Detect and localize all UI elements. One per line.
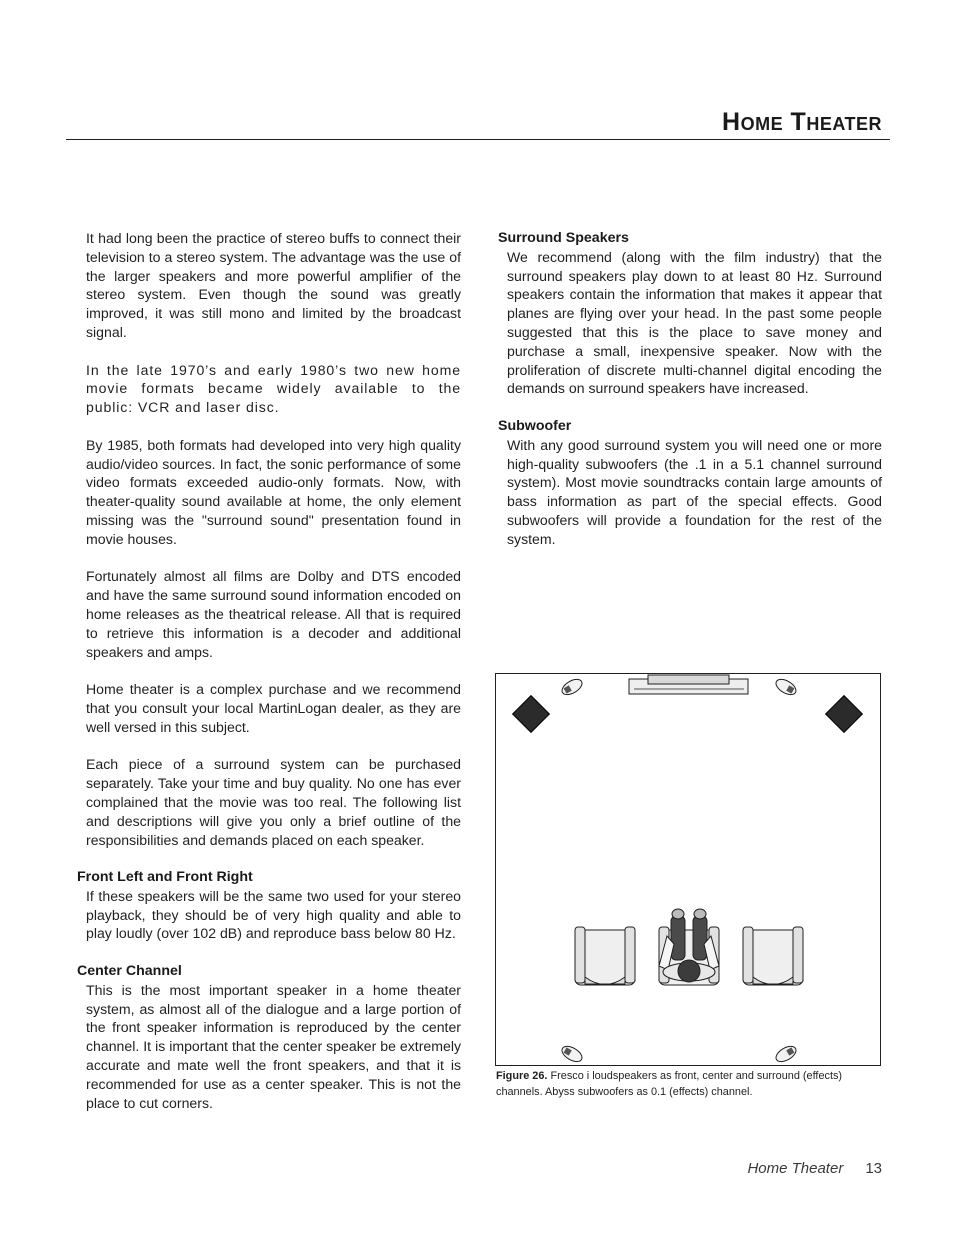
center-chair-with-person-icon (659, 909, 719, 985)
figure-caption (496, 1069, 882, 1100)
surround-left-speaker-icon (559, 1043, 584, 1064)
body-subwoofer: With any good surround system you will need one or more high-quality subwoofers (the .1 in a 5.1 channel surround system). Most movie soundtracks contain large amounts of bass information as part of the special effects. Good subwoofers will provide a foundation for the rest of the system. (507, 436, 882, 547)
right-subwoofer-icon (826, 696, 863, 733)
intro-paragraph-5: Home theater is a complex purchase and we recommend that you consult your local MartinLogan dealer, as they are well versed in this subject. (86, 681, 461, 735)
front-left-speaker-icon (559, 676, 584, 697)
front-right-speaker-icon (773, 676, 798, 697)
intro-paragraph-4: Fortunately almost all films are Dolby and DTS encoded and have the same surround sound information encoded on home releases as the theatrical release. All that is required to retrieve this information is a decoder and additional speakers and amps. (86, 568, 461, 660)
figure-label: Figure 26. (496, 1070, 548, 1082)
heading-subwoofer: Subwoofer (498, 417, 572, 434)
intro-paragraph-6: Each piece of a surround system can be purchased separately. Take your time and buy quality. No one has ever complained that the movie was too real. The following list and descriptions will give you only a brief outline of the responsibilities and demands placed on each speaker. (86, 756, 461, 848)
figure-26-room-diagram (495, 673, 881, 1066)
left-chair-icon (575, 927, 635, 985)
body-surround-speakers: We recommend (along with the film industry) that the surround speakers play down to at least 80 Hz. Surround speakers contain the information that makes it appear that planes are flying over your head. In the past some people suggested that this is the place to save money and purchase a small, inexpensive speaker. Now with the proliferation of discrete multi-channel digital encoding the demands on surround speakers have increased. (507, 248, 882, 397)
page-footer (747, 1160, 882, 1177)
surround-right-speaker-icon (773, 1043, 798, 1064)
footer-section-title: Home Theater (747, 1160, 844, 1177)
intro-paragraph-2: In the late 1970’s and early 1980’s two new home movie formats became widely available to the public: VCR and laser disc. (86, 361, 461, 416)
heading-surround-speakers: Surround Speakers (498, 230, 629, 246)
right-column (498, 229, 882, 567)
right-chair-icon (743, 927, 803, 985)
figure-caption-text: Fresco i loudspeakers as front, center and surround (effects) channels. Abyss subwoofers as 0.1 (effects) channel. (496, 1070, 843, 1098)
heading-center-channel: Center Channel (77, 963, 182, 980)
television-icon (629, 675, 748, 694)
room-layout-illustration (496, 674, 882, 1067)
left-column (77, 229, 461, 1131)
heading-front-left-right: Front Left and Front Right (77, 869, 253, 886)
intro-paragraph-3: By 1985, both formats had developed into very high quality audio/video sources. In fact, the sonic performance of some video formats exceeded audio-only formats. Now, with theater-quality sound available at home, the only element missing was the "surround sound" presentation found in movie houses. (86, 436, 461, 547)
left-subwoofer-icon (513, 696, 550, 733)
body-front-left-right: If these speakers will be the same two used for your stereo playback, they should be of very high quality and able to play loudly (over 102 dB) and reproduce bass below 80 Hz. (86, 887, 461, 942)
page-number: 13 (865, 1160, 882, 1177)
page-title: Home Theater (722, 108, 882, 136)
header-rule (66, 139, 890, 140)
body-center-channel: This is the most important speaker in a home theater system, as almost all of the dialogue and a large portion of the front speaker information is reproduced by the center channel. It is important that the center speaker be extremely accurate and mate well the front speakers, and that it is recommended for use as a center speaker. This is not the place to cut corners. (86, 981, 461, 1111)
intro-paragraph-1: It had long been the practice of stereo buffs to connect their television to a stereo system. The advantage was the use of the larger speakers and more powerful amplifier of the stereo system. Even though the sound was greatly improved, it was still mono and limited by the broadcast signal. (86, 230, 461, 340)
